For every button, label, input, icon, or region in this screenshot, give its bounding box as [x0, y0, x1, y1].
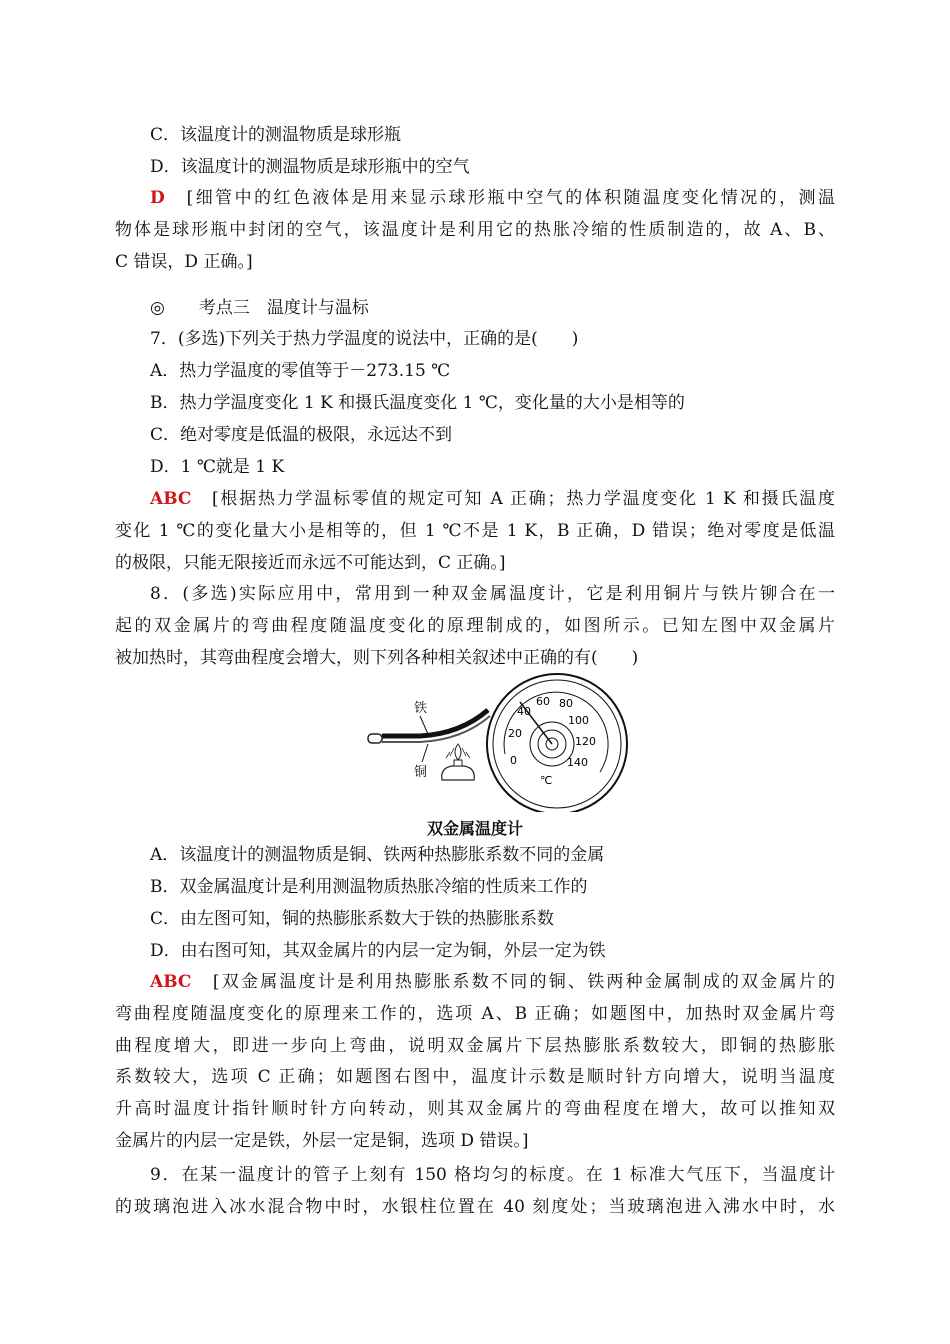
question-9-line-2: 的玻璃泡进入冰水混合物中时，水银柱位置在 40 刻度处；当玻璃泡进入沸水中时，水: [115, 1197, 835, 1217]
answer-8-line-1: [150, 971, 835, 993]
answer-7-line-3: 的极限，只能无限接近而永远不可能达到，C 正确。]: [115, 553, 506, 573]
option-d: D．该温度计的测温物质是球形瓶中的空气: [150, 157, 470, 177]
answer-6-line-2: 物体是球形瓶中封闭的空气，该温度计是利用它的热胀冷缩的性质制造的，故 A、B、: [115, 220, 835, 240]
alcohol-lamp-icon: [442, 744, 475, 780]
q7-option-a: A．热力学温度的零值等于－273.15 ℃: [150, 361, 451, 381]
q8-option-c: C．由左图可知，铜的热膨胀系数大于铁的热膨胀系数: [150, 909, 555, 929]
question-7: 7．(多选)下列关于热力学温度的说法中，正确的是( ): [150, 329, 579, 349]
dial-tick-80: 80: [559, 697, 573, 710]
dial-tick-100: 100: [568, 714, 589, 727]
dial-tick-140: 140: [567, 756, 588, 769]
label-iron: 铁: [414, 701, 428, 716]
answer-7-line-1: [150, 488, 835, 510]
leader-iron: [420, 716, 428, 734]
section-header: [150, 297, 369, 319]
answer-8-line-5: 升高时温度计指针顺时针方向转动，则其双金属片的弯曲程度在增大，故可以推知双: [115, 1099, 835, 1119]
thermometer-dial: [487, 674, 627, 812]
q8-option-d: D．由右图可知，其双金属片的内层一定为铜，外层一定为铁: [150, 941, 606, 961]
dial-tick-40: 40: [517, 705, 531, 718]
option-c: C．该温度计的测温物质是球形瓶: [150, 125, 402, 145]
dial-tick-60: 60: [536, 695, 550, 708]
answer-key: ABC: [150, 972, 192, 992]
answer-key: ABC: [150, 489, 192, 509]
answer-text: [双金属温度计是利用热膨胀系数不同的铜、铁两种金属制成的双金属片的: [212, 972, 835, 992]
answer-7-line-2: 变化 1 ℃的变化量大小是相等的，但 1 ℃不是 1 K，B 正确，D 错误；绝对零度是低温: [115, 521, 835, 541]
q8-option-b: B．双金属温度计是利用测温物质热胀冷缩的性质来工作的: [150, 877, 588, 897]
q7-option-c: C．绝对零度是低温的极限，永远达不到: [150, 425, 453, 445]
q7-option-b: B．热力学温度变化 1 K 和摄氏温度变化 1 ℃，变化量的大小是相等的: [150, 393, 685, 413]
q7-option-d: D．1 ℃就是 1 K: [150, 457, 285, 477]
answer-6-line-1: [150, 187, 835, 209]
q8-option-a: A．该温度计的测温物质是铜、铁两种热膨胀系数不同的金属: [150, 845, 605, 865]
figure-caption: 双金属温度计: [426, 819, 523, 838]
answer-key: D: [150, 188, 165, 208]
dial-tick-120: 120: [575, 735, 596, 748]
dial-unit: ℃: [540, 774, 553, 787]
answer-8-line-6: 金属片的内层一定是铁，外层一定是铜，选项 D 错误。]: [115, 1131, 529, 1151]
bimetal-thermometer-figure: [360, 672, 660, 812]
question-8-line-3: 被加热时，其弯曲程度会增大，则下列各种相关叙述中正确的有( ): [115, 648, 639, 668]
answer-6-line-3: C 错误，D 正确。]: [115, 252, 253, 272]
dial-tick-0: 0: [510, 754, 517, 767]
question-8-line-2: 起的双金属片的弯曲程度随温度变化的原理制成的，如图所示。已知左图中双金属片: [115, 616, 835, 636]
question-9-line-1: 9．在某一温度计的管子上刻有 150 格均匀的标度。在 1 标准大气压下，当温度计: [150, 1165, 835, 1185]
answer-text: [细管中的红色液体是用来显示球形瓶中空气的体积随温度变化情况的，测温: [186, 188, 836, 208]
answer-8-line-4: 系数较大，选项 C 正确；如题图右图中，温度计示数是顺时针方向增大，说明当温度: [115, 1067, 835, 1087]
question-8-line-1: 8．(多选)实际应用中，常用到一种双金属温度计，它是利用铜片与铁片铆合在一: [150, 584, 835, 604]
answer-8-line-2: 弯曲程度随温度变化的原理来工作的，选项 A、B 正确；如题图中，加热时双金属片弯: [115, 1004, 835, 1024]
answer-8-line-3: 曲程度增大，即进一步向上弯曲，说明双金属片下层热膨胀系数较大，即铜的热膨胀: [115, 1036, 835, 1056]
label-copper: 铜: [414, 765, 428, 780]
section-mark-icon: ◎: [150, 298, 165, 318]
dial-tick-20: 20: [508, 727, 522, 740]
leader-copper: [422, 744, 428, 762]
section-title: 考点三 温度计与温标: [198, 298, 369, 318]
answer-text: [根据热力学温标零值的规定可知 A 正确；热力学温度变化 1 K 和摄氏温度: [211, 489, 836, 509]
bimetal-strip: [368, 710, 490, 743]
